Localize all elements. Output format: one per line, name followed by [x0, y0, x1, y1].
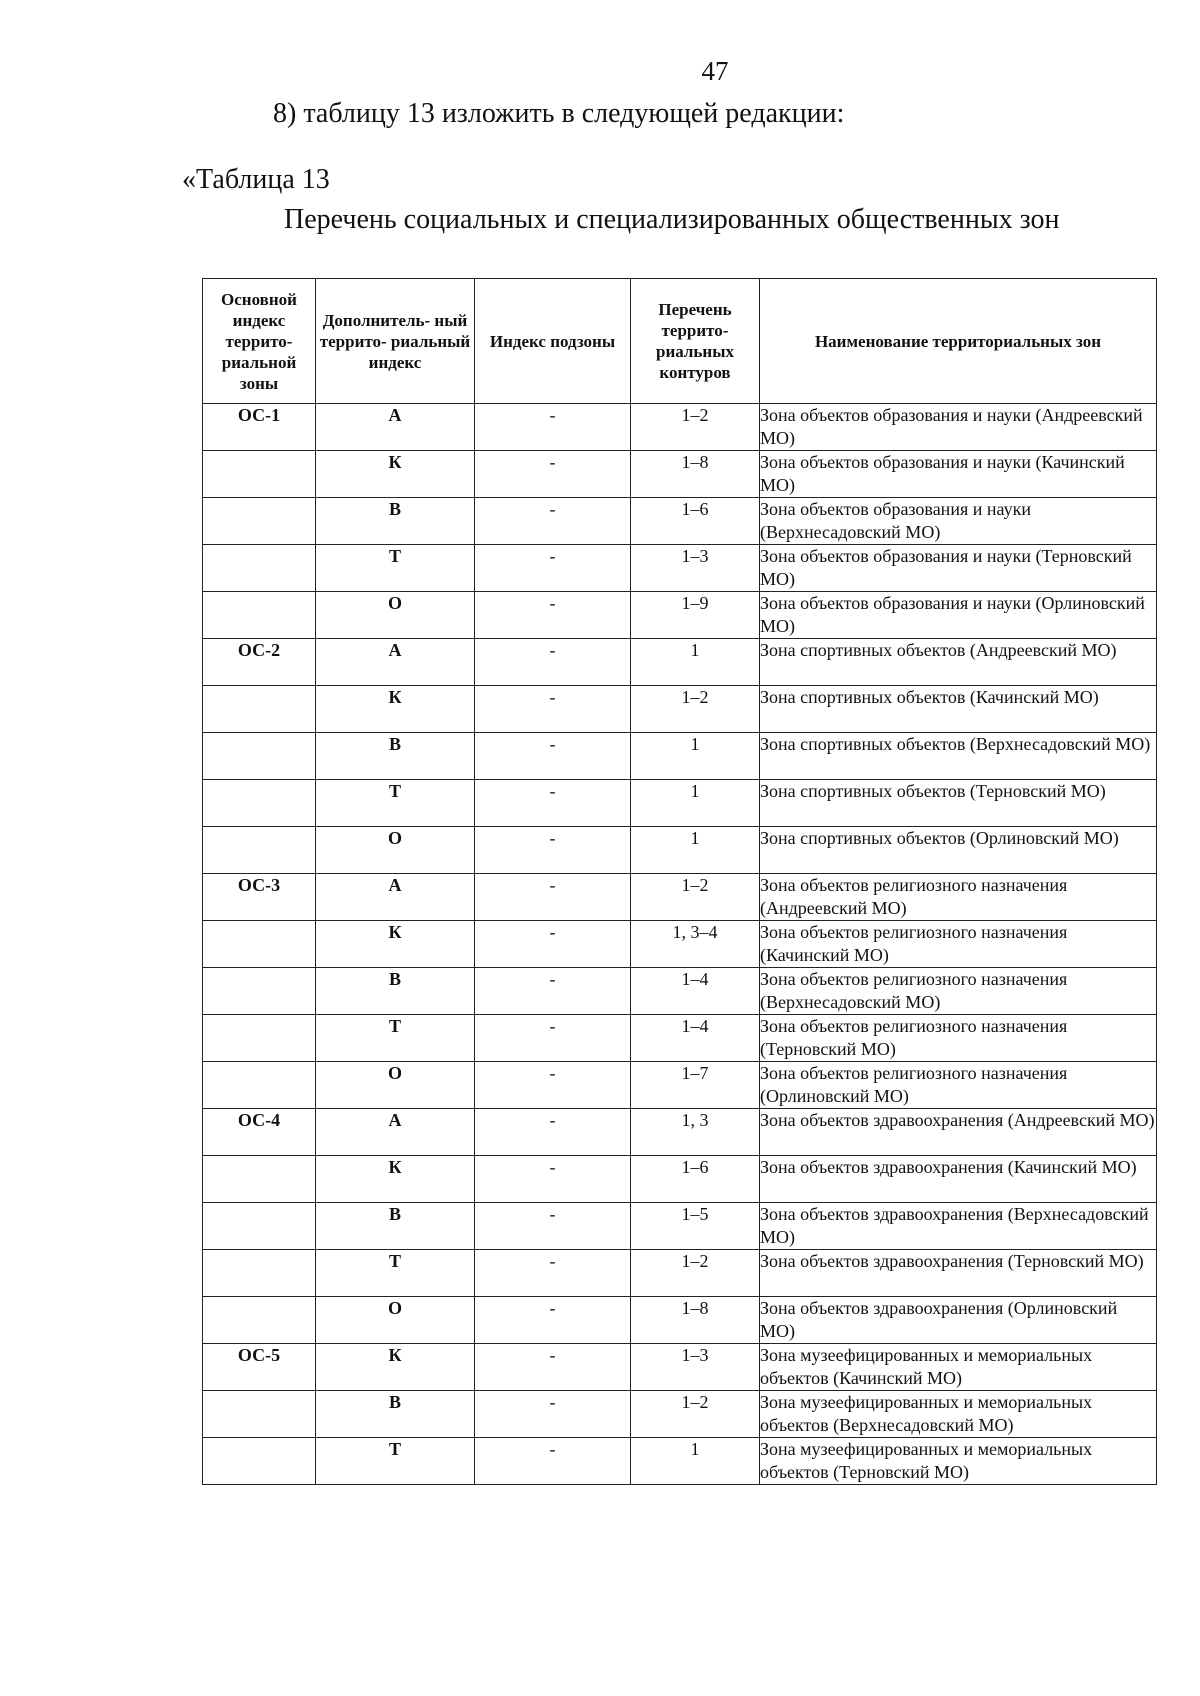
table-label: «Таблица 13: [182, 164, 330, 195]
main-index-cell-empty: [203, 1015, 316, 1062]
subzone-cell: -: [475, 1297, 631, 1344]
subzone-cell: -: [475, 968, 631, 1015]
table-row: [203, 592, 1157, 639]
main-index-cell-empty: [203, 1062, 316, 1109]
header-row: [203, 279, 1157, 404]
contours-cell: 1–4: [631, 1015, 760, 1062]
main-index-cell-empty: [203, 780, 316, 827]
zone-name-cell: Зона объектов здравоохранения (Качинский МО): [760, 1156, 1157, 1203]
contours-cell: 1: [631, 780, 760, 827]
add-index-cell: В: [316, 498, 475, 545]
add-index-cell: Т: [316, 1015, 475, 1062]
table-body: [203, 404, 1157, 1485]
zone-name-cell: Зона спортивных объектов (Верхнесадовский МО): [760, 733, 1157, 780]
add-index-cell: В: [316, 968, 475, 1015]
zone-name-cell: Зона спортивных объектов (Андреевский МО): [760, 639, 1157, 686]
subzone-cell: -: [475, 1109, 631, 1156]
add-index-cell: К: [316, 451, 475, 498]
add-index-cell: В: [316, 1391, 475, 1438]
zone-name-cell: Зона объектов религиозного назначения (Терновский МО): [760, 1015, 1157, 1062]
contours-cell: 1–7: [631, 1062, 760, 1109]
zone-name-cell: Зона объектов религиозного назначения (Андреевский МО): [760, 874, 1157, 921]
add-index-cell: А: [316, 874, 475, 921]
table-row: [203, 1109, 1157, 1156]
add-index-cell: К: [316, 921, 475, 968]
subzone-cell: -: [475, 1015, 631, 1062]
contours-cell: 1–6: [631, 1156, 760, 1203]
table-row: [203, 780, 1157, 827]
add-index-cell: В: [316, 733, 475, 780]
table-row: [203, 1015, 1157, 1062]
zone-name-cell: Зона музеефицированных и мемориальных объектов (Верхнесадовский МО): [760, 1391, 1157, 1438]
page-number: 47: [701, 56, 729, 86]
table-row: [203, 827, 1157, 874]
table-row: [203, 498, 1157, 545]
zone-name-cell: Зона объектов здравоохранения (Верхнесадовский МО): [760, 1203, 1157, 1250]
main-index-cell-empty: [203, 592, 316, 639]
zone-name-cell: Зона спортивных объектов (Терновский МО): [760, 780, 1157, 827]
main-index-cell-empty: [203, 1250, 316, 1297]
table-row: [203, 874, 1157, 921]
zone-name-cell: Зона спортивных объектов (Качинский МО): [760, 686, 1157, 733]
contours-cell: 1–2: [631, 1391, 760, 1438]
subzone-cell: -: [475, 498, 631, 545]
zone-name-cell: Зона объектов образования и науки (Качинский МО): [760, 451, 1157, 498]
contours-cell: 1, 3–4: [631, 921, 760, 968]
add-index-cell: Т: [316, 1438, 475, 1485]
add-index-cell: А: [316, 404, 475, 451]
add-index-cell: Т: [316, 1250, 475, 1297]
subzone-cell: -: [475, 451, 631, 498]
zone-name-cell: Зона музеефицированных и мемориальных объектов (Качинский МО): [760, 1344, 1157, 1391]
main-index-cell-empty: [203, 827, 316, 874]
header-main-index: Основной индекс террито- риальной зоны: [203, 279, 316, 404]
add-index-cell: О: [316, 827, 475, 874]
subzone-cell: -: [475, 1344, 631, 1391]
subzone-cell: -: [475, 592, 631, 639]
add-index-cell: А: [316, 1109, 475, 1156]
contours-cell: 1–4: [631, 968, 760, 1015]
add-index-cell: Т: [316, 545, 475, 592]
table-row: [203, 968, 1157, 1015]
zone-name-cell: Зона объектов здравоохранения (Терновский МО): [760, 1250, 1157, 1297]
subzone-cell: -: [475, 1062, 631, 1109]
contours-cell: 1–3: [631, 545, 760, 592]
main-index-cell-empty: [203, 733, 316, 780]
zone-name-cell: Зона спортивных объектов (Орлиновский МО): [760, 827, 1157, 874]
table-row: [203, 545, 1157, 592]
add-index-cell: А: [316, 639, 475, 686]
header-add-index: Дополнитель- ный террито- риальный индекс: [316, 279, 475, 404]
add-index-cell: К: [316, 686, 475, 733]
header-subzone: Индекс подзоны: [475, 279, 631, 404]
contours-cell: 1: [631, 639, 760, 686]
subzone-cell: -: [475, 686, 631, 733]
zone-name-cell: Зона объектов образования и науки (Верхнесадовский МО): [760, 498, 1157, 545]
subzone-cell: -: [475, 780, 631, 827]
table-row: [203, 1297, 1157, 1344]
zone-name-cell: Зона объектов религиозного назначения (Орлиновский МО): [760, 1062, 1157, 1109]
contours-cell: 1: [631, 1438, 760, 1485]
table-row: [203, 404, 1157, 451]
main-index-cell-empty: [203, 1297, 316, 1344]
main-index-cell: ОС-1: [203, 404, 316, 451]
contours-cell: 1: [631, 733, 760, 780]
subzone-cell: -: [475, 404, 631, 451]
main-index-cell: ОС-2: [203, 639, 316, 686]
subzone-cell: -: [475, 1438, 631, 1485]
main-index-cell: ОС-4: [203, 1109, 316, 1156]
subzone-cell: -: [475, 639, 631, 686]
main-index-cell-empty: [203, 498, 316, 545]
zone-name-cell: Зона объектов образования и науки (Андреевский МО): [760, 404, 1157, 451]
zone-name-cell: Зона объектов религиозного назначения (Качинский МО): [760, 921, 1157, 968]
table-row: [203, 451, 1157, 498]
main-index-cell-empty: [203, 921, 316, 968]
contours-cell: 1–9: [631, 592, 760, 639]
table-row: [203, 733, 1157, 780]
table-header: [203, 279, 1157, 404]
main-index-cell-empty: [203, 968, 316, 1015]
contours-cell: 1–3: [631, 1344, 760, 1391]
contours-cell: 1–8: [631, 1297, 760, 1344]
contours-cell: 1–2: [631, 1250, 760, 1297]
table-row: [203, 1344, 1157, 1391]
zone-name-cell: Зона объектов здравоохранения (Андреевский МО): [760, 1109, 1157, 1156]
zone-name-cell: Зона объектов здравоохранения (Орлиновский МО): [760, 1297, 1157, 1344]
add-index-cell: К: [316, 1156, 475, 1203]
contours-cell: 1–8: [631, 451, 760, 498]
table-row: [203, 686, 1157, 733]
contours-cell: 1–6: [631, 498, 760, 545]
table-row: [203, 1062, 1157, 1109]
table-title: Перечень социальных и специализированных общественных зон: [284, 204, 1060, 235]
subzone-cell: -: [475, 874, 631, 921]
zone-name-cell: Зона объектов образования и науки (Терновский МО): [760, 545, 1157, 592]
table-row: [203, 921, 1157, 968]
subzone-cell: -: [475, 733, 631, 780]
main-index-cell-empty: [203, 1156, 316, 1203]
zone-name-cell: Зона объектов образования и науки (Орлиновский МО): [760, 592, 1157, 639]
intro-text: 8) таблицу 13 изложить в следующей редакции:: [273, 98, 845, 129]
subzone-cell: -: [475, 921, 631, 968]
subzone-cell: -: [475, 1391, 631, 1438]
header-contours: Перечень террито- риальных контуров: [631, 279, 760, 404]
add-index-cell: Т: [316, 780, 475, 827]
table-row: [203, 1203, 1157, 1250]
subzone-cell: -: [475, 545, 631, 592]
main-index-cell: ОС-3: [203, 874, 316, 921]
main-index-cell-empty: [203, 1203, 316, 1250]
contours-cell: 1: [631, 827, 760, 874]
zone-name-cell: Зона объектов религиозного назначения (Верхнесадовский МО): [760, 968, 1157, 1015]
contours-cell: 1–2: [631, 874, 760, 921]
add-index-cell: О: [316, 1297, 475, 1344]
contours-cell: 1–5: [631, 1203, 760, 1250]
main-index-cell-empty: [203, 1438, 316, 1485]
header-zone-name: Наименование территориальных зон: [760, 279, 1157, 404]
main-index-cell-empty: [203, 451, 316, 498]
subzone-cell: -: [475, 1203, 631, 1250]
main-index-cell-empty: [203, 686, 316, 733]
main-index-cell-empty: [203, 1391, 316, 1438]
zones-table: [202, 278, 1157, 1485]
add-index-cell: О: [316, 592, 475, 639]
contours-cell: 1–2: [631, 686, 760, 733]
main-index-cell: ОС-5: [203, 1344, 316, 1391]
contours-cell: 1–2: [631, 404, 760, 451]
subzone-cell: -: [475, 1250, 631, 1297]
add-index-cell: В: [316, 1203, 475, 1250]
contours-cell: 1, 3: [631, 1109, 760, 1156]
add-index-cell: К: [316, 1344, 475, 1391]
table-row: [203, 1156, 1157, 1203]
table-row: [203, 1250, 1157, 1297]
table-row: [203, 1391, 1157, 1438]
zone-name-cell: Зона музеефицированных и мемориальных объектов (Терновский МО): [760, 1438, 1157, 1485]
subzone-cell: -: [475, 1156, 631, 1203]
table-row: [203, 1438, 1157, 1485]
table-row: [203, 639, 1157, 686]
subzone-cell: -: [475, 827, 631, 874]
add-index-cell: О: [316, 1062, 475, 1109]
main-index-cell-empty: [203, 545, 316, 592]
